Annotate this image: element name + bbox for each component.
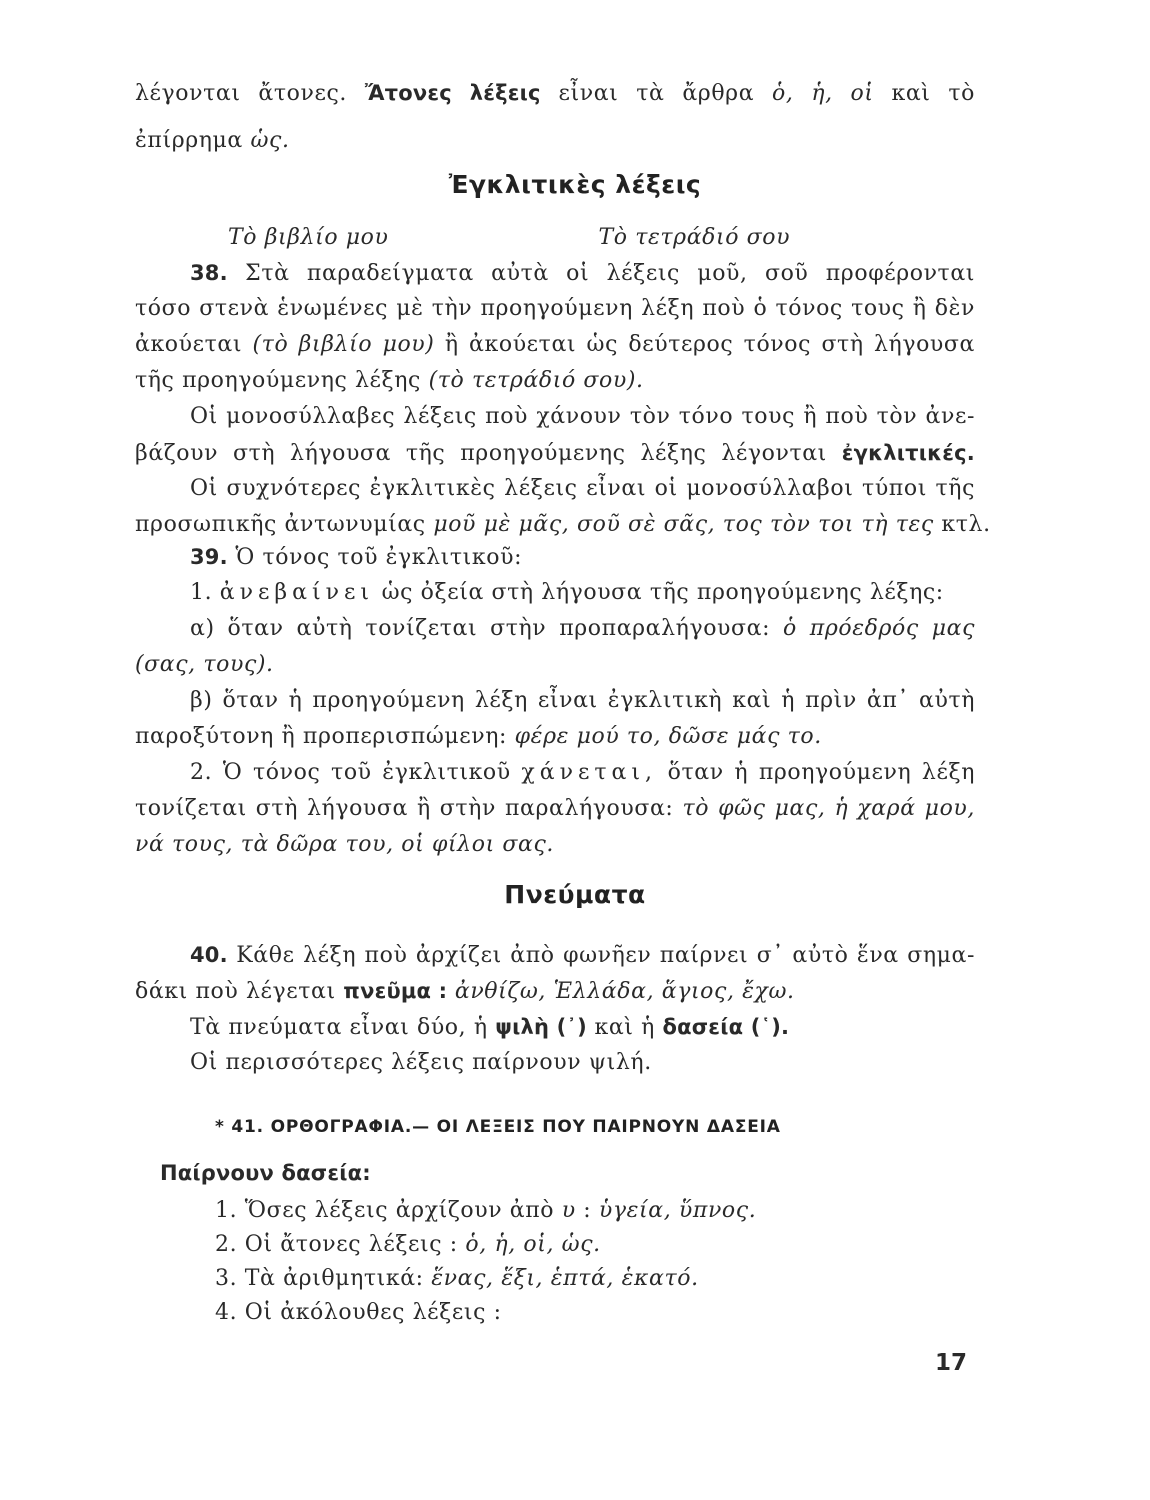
- paragraph-38-line: βάζουν στὴ λήγουσα τῆς προηγούμενης λέξης λέγονται ἐγκλιτικές.: [135, 441, 975, 466]
- list-item: 2. Οἱ ἄτονες λέξεις : ὁ, ἡ, οἱ, ὡς.: [215, 1232, 601, 1257]
- example-line: Τὸ βιβλίο μου Τὸ τετράδιό σου: [228, 225, 791, 250]
- paragraph-38-line: 38. Στὰ παραδείγματα αὐτὰ οἱ λέξεις μοῦ, σοῦ προφέρονται: [190, 261, 975, 286]
- section-heading: Ἐγκλιτικὲς λέξεις: [448, 170, 702, 199]
- section-41-title: * 41. ΟΡΘΟΓΡΑΦΙΑ.— ΟΙ ΛΕΞΕΙΣ ΠΟΥ ΠΑΙΡΝΟΥΝ ΔΑΣΕΙΑ: [215, 1117, 781, 1137]
- paragraph-39-line: α) ὅταν αὐτὴ τονίζεται στὴν προπαραλήγουσα: ὁ πρόεδρός μας: [190, 616, 975, 641]
- list-item: 3. Τὰ ἀριθμητικά: ἕνας, ἕξι, ἑπτά, ἑκατό.: [215, 1266, 699, 1291]
- paragraph-38-line: τόσο στενὰ ἑνωμένες μὲ τὴν προηγούμενη λέξη ποὺ ὁ τόνος τους ἢ δὲν: [135, 296, 975, 321]
- paragraph-38-line: προσωπικῆς ἀντωνυμίας μοῦ μὲ μᾶς, σοῦ σὲ σᾶς, τος τὸν τοι τὴ τες κτλ.: [135, 512, 991, 537]
- paragraph-39-line: τονίζεται στὴ λήγουσα ἢ στὴν παραλήγουσα: τὸ φῶς μας, ἡ χαρά μου,: [135, 796, 975, 821]
- paragraph-40-line: Τὰ πνεύματα εἶναι δύο, ἡ ψιλὴ (᾽) καὶ ἡ δασεία (῾).: [190, 1015, 790, 1040]
- list-item: 1. Ὅσες λέξεις ἀρχίζουν ἀπὸ υ : ὑγεία, ὕπνος.: [215, 1198, 757, 1223]
- section-heading: Πνεύματα: [504, 880, 646, 909]
- list-item: 4. Οἱ ἀκόλουθες λέξεις :: [215, 1300, 502, 1325]
- section-41-subtitle: Παίρνουν δασεία:: [160, 1161, 371, 1185]
- paragraph-39-line: 39. Ὁ τόνος τοῦ ἐγκλιτικοῦ:: [190, 545, 523, 570]
- text-line: λέγονται ἄτονες. Ἄτονες λέξεις εἶναι τὰ ἄρθρα ὁ, ἡ, οἱ καὶ τὸ: [135, 81, 975, 106]
- paragraph-39-line: 2. Ὁ τόνος τοῦ ἐγκλιτικοῦ χάνεται, ὅταν ἡ προηγούμενη λέξη: [190, 760, 975, 785]
- paragraph-39-line: β) ὅταν ἡ προηγούμενη λέξη εἶναι ἐγκλιτικὴ καὶ ἡ πρὶν ἀπ᾽ αὐτὴ: [190, 688, 975, 713]
- paragraph-38-line: ἀκούεται (τὸ βιβλίο μου) ἢ ἀκούεται ὡς δεύτερος τόνος στὴ λήγουσα: [135, 332, 975, 357]
- paragraph-40-line: δάκι ποὺ λέγεται πνεῦμα : ἀνθίζω, Ἑλλάδα, ἅγιος, ἔχω.: [135, 979, 795, 1004]
- paragraph-40-line: Οἱ περισσότερες λέξεις παίρνουν ψιλή.: [190, 1050, 652, 1075]
- paragraph-38-line: τῆς προηγούμενης λέξης (τὸ τετράδιό σου).: [135, 368, 644, 393]
- paragraph-39-line: νά τους, τὰ δῶρα του, οἱ φίλοι σας.: [135, 832, 554, 857]
- paragraph-40-line: 40. Κάθε λέξη ποὺ ἀρχίζει ἀπὸ φωνῆεν παίρνει σ᾽ αὐτὸ ἕνα σημα-: [190, 943, 975, 968]
- paragraph-39-line: παροξύτονη ἢ προπερισπώμενη: φέρε μού το, δῶσε μάς το.: [135, 724, 822, 749]
- paragraph-39-line: (σας, τους).: [135, 652, 274, 677]
- text-line: ἐπίρρημα ὡς.: [135, 128, 290, 153]
- paragraph-38-line: Οἱ μονοσύλλαβες λέξεις ποὺ χάνουν τὸν τόνο τους ἢ ποὺ τὸν ἀνε-: [190, 404, 975, 429]
- paragraph-39-line: 1. ἀνεβαίνει ὡς ὀξεία στὴ λήγουσα τῆς προηγούμενης λέξης:: [190, 580, 944, 605]
- page-number: 17: [935, 1350, 968, 1376]
- paragraph-38-line: Οἱ συχνότερες ἐγκλιτικὲς λέξεις εἶναι οἱ μονοσύλλαβοι τύποι τῆς: [190, 476, 975, 501]
